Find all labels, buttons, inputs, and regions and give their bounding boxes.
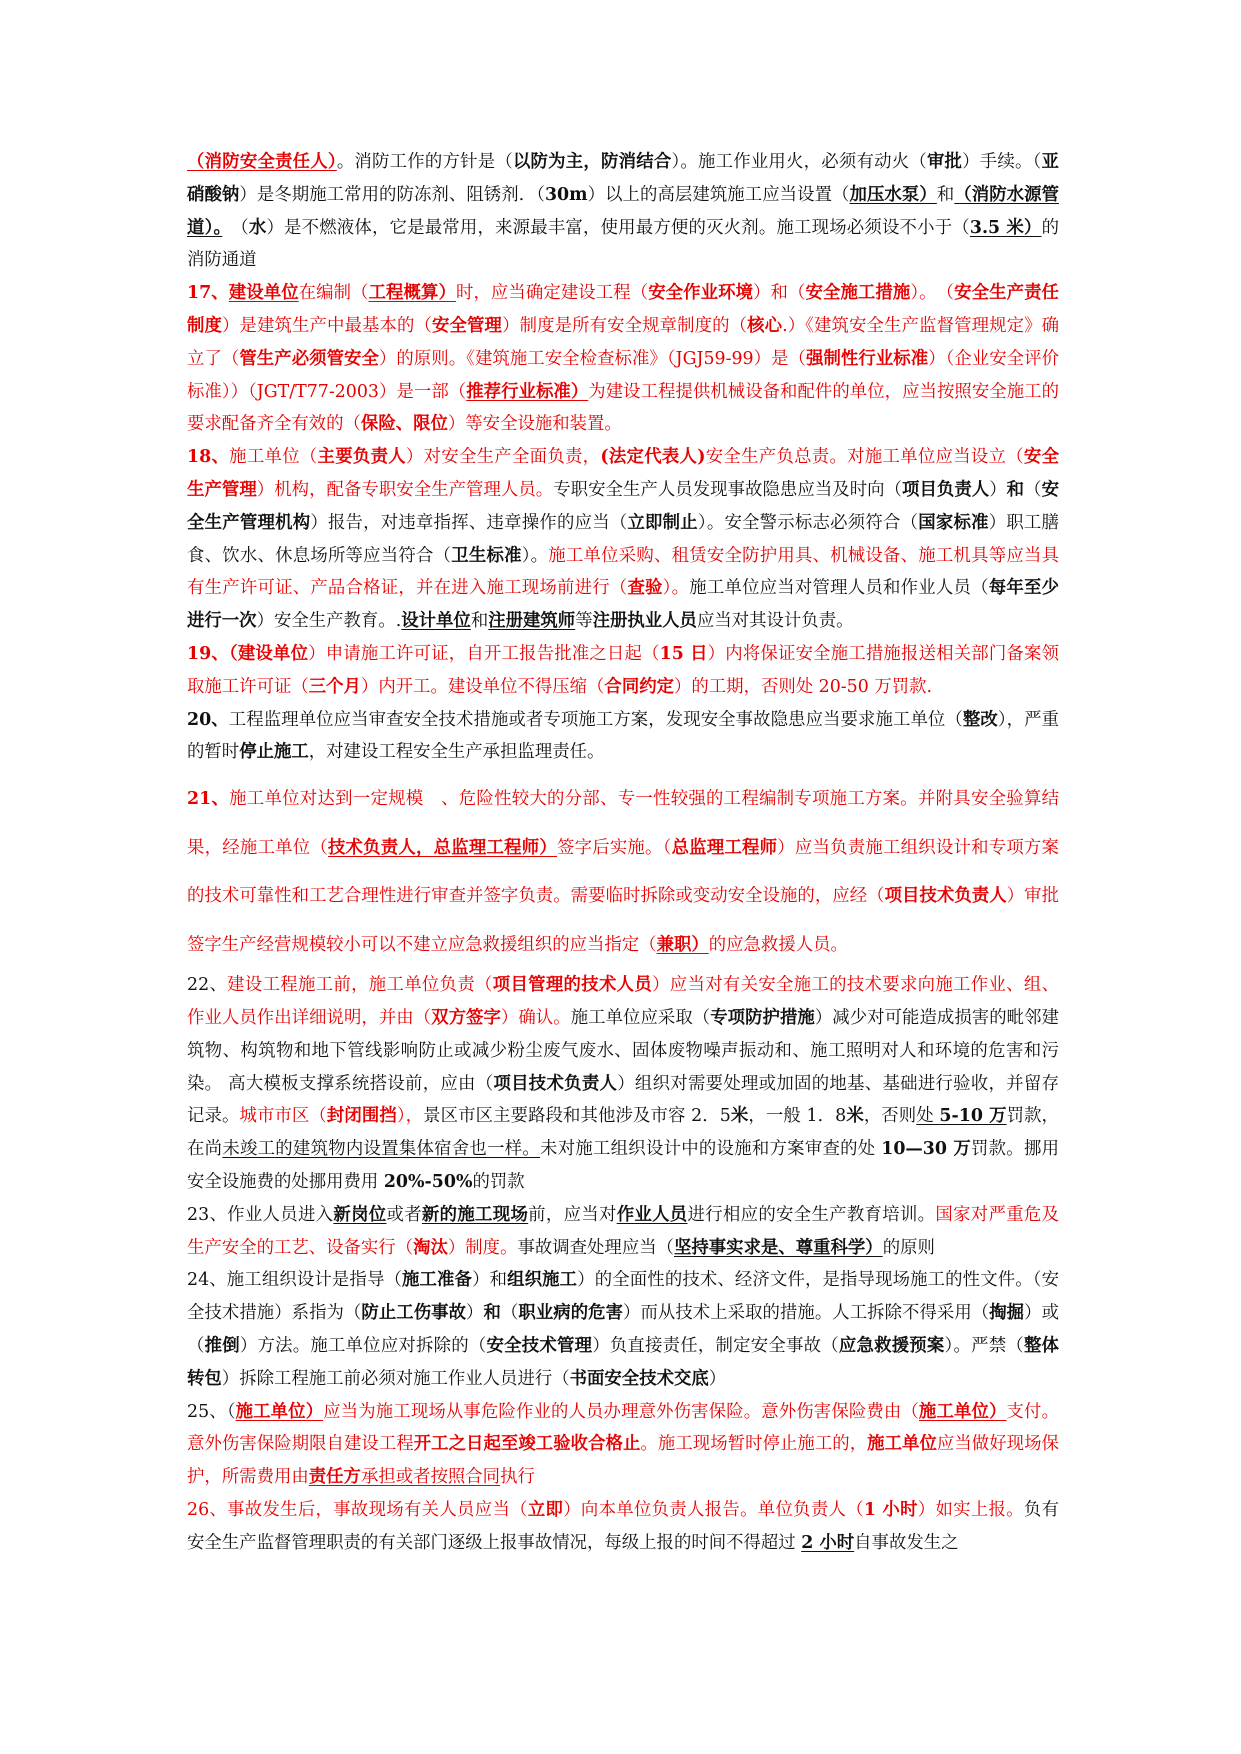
text-segment: 安全生产责任制度: [187, 283, 1059, 336]
text-segment: ，一般 1．8: [748, 1106, 847, 1127]
text-segment: 26、事故发生后，事故现场有关人员应当（: [187, 1499, 528, 1520]
paragraph-19: [187, 638, 1059, 704]
text-segment: 建设工程施工前，施工单位负责（: [227, 975, 493, 996]
text-segment: ）制度是所有安全规章制度的（: [502, 315, 748, 336]
text-segment: 24、施工组织设计是指导（: [187, 1270, 402, 1291]
text-segment: ，否则: [863, 1106, 917, 1127]
text-segment: ）: [989, 479, 1007, 500]
text-segment: 安全生产管理: [187, 447, 1059, 500]
text-segment: 20、: [187, 709, 229, 730]
text-segment: 15 日: [659, 643, 708, 664]
text-segment: 项目技术负责人: [884, 886, 1007, 907]
text-segment: ）负直接责任，制定安全事故（: [592, 1335, 839, 1356]
text-segment: ）安全生产教育。.: [256, 611, 402, 632]
paragraph-24: [187, 1264, 1059, 1395]
text-segment: 米: [730, 1106, 749, 1127]
text-segment: ）。严禁（: [944, 1335, 1024, 1356]
paragraph-18: [187, 441, 1059, 638]
text-segment: 淘汰: [413, 1237, 448, 1258]
text-segment: 专项防护措施: [710, 1007, 815, 1028]
text-segment: 。施工现场暂时停止施工的，: [640, 1434, 868, 1455]
text-segment: 掏掘: [989, 1303, 1025, 1324]
text-segment: 项目负责人: [902, 479, 990, 500]
text-segment: 未竣工的建筑物内设置集体宿舍也一样。: [222, 1139, 541, 1160]
text-segment: ）而从技术上采取的措施。人工拆除不得采用（: [623, 1303, 990, 1324]
text-segment: ）。施工作业用火，必须有动火（: [671, 152, 927, 172]
text-segment: 管生产必须管安全: [239, 348, 379, 369]
text-segment: 推荐行业标准）: [466, 381, 589, 402]
text-segment: 合同约定: [604, 676, 674, 697]
text-segment: ）方法。施工单位应对拆除的（: [239, 1335, 487, 1356]
text-segment: 和: [483, 1303, 501, 1324]
text-segment: ）拆除工程施工前必须对施工作业人员进行（: [221, 1368, 570, 1389]
text-segment: 进行相应的安全生产教育培训。: [687, 1204, 936, 1225]
text-segment: 水: [248, 217, 267, 238]
text-segment: 前，应当对: [528, 1204, 617, 1225]
text-segment: 卫生标准: [451, 545, 522, 566]
text-segment: 或者: [386, 1204, 422, 1225]
text-segment: 技术负责人，总监理工程师）: [327, 837, 557, 858]
text-segment: 项目管理的技术人员: [492, 975, 653, 996]
text-segment: 建设单位: [237, 643, 309, 664]
text-segment: 。消防工作的方针是（: [336, 152, 513, 172]
text-segment: 施工单位）: [918, 1401, 1007, 1422]
text-segment: 和: [470, 611, 489, 632]
text-segment: ）确认。: [500, 1007, 571, 1028]
text-segment: 职业病的危害: [518, 1303, 624, 1324]
text-segment: （消防水源管道）。: [187, 184, 1059, 238]
text-segment: ）（企业安全评价标准））（JGT/T77-2003）是一部（: [187, 348, 1059, 402]
text-segment: ）向本单位负责人报告。单位负责人（: [563, 1499, 864, 1520]
text-segment: ）内开工。建设单位不得压缩（: [360, 676, 605, 697]
text-segment: 签字后实施。（: [556, 837, 672, 858]
text-segment: 和: [1006, 479, 1025, 500]
text-segment: 国家对严重危及生产安全的工艺、设备实行（: [187, 1204, 1059, 1258]
text-segment: 应当做好现场保护，所需费用由: [187, 1434, 1059, 1488]
text-segment: 停止施工: [239, 742, 309, 763]
text-segment: ）报告，对违章指挥、违章操作的应当（: [310, 512, 628, 533]
paragraph-25: [187, 1396, 1059, 1494]
paragraph-26: [187, 1494, 1059, 1560]
paragraph-20: [187, 704, 1059, 770]
text-segment: 为建设工程提供机械设备和配件的单位，应当按照安全施工的要求配备齐全有效的（: [187, 381, 1059, 435]
text-segment: ，对建设工程安全生产承担监理责任。: [308, 742, 605, 763]
text-segment: （: [222, 217, 249, 238]
text-segment: 执行: [500, 1467, 535, 1488]
text-segment: 施工单位采购、租赁安全防护用具、机械设备、施工机具等应当具有生产许可证、产品合格证，并在进入施工现场前进行（: [187, 545, 1059, 599]
text-segment: 保险、限位: [360, 414, 448, 435]
text-segment: ），: [396, 1106, 424, 1127]
text-segment: 推倒: [204, 1335, 240, 1356]
text-segment: 强制性行业标准: [806, 348, 929, 369]
text-segment: 工程监理单位应当审查安全技术措施或者专项施工方案，发现安全事故隐患应当要求施工单位（: [228, 709, 963, 730]
text-segment: ）审批签字生产经营规模较小可以不建立应急救援组织的应当指定（: [187, 886, 1059, 955]
text-segment: ）的工期，否则处 20-50 万罚款.: [674, 676, 933, 697]
text-segment: 安全生产管理机构: [187, 479, 1059, 533]
text-segment: 封闭围挡: [326, 1106, 397, 1127]
text-segment: 施工单位对达到一定规模 、危险性较大的分部、专一性较强的工程编制专项施工方案。并附具安全验算结果，经施工单位（: [187, 789, 1059, 858]
text-segment: ）应当负责施工组织设计和专项方案的技术可靠性和工艺合理性进行审查并签字负责。需要临时拆除或变动安全设施的，应经（: [187, 837, 1059, 907]
text-segment: 整改: [962, 709, 998, 730]
text-segment: 加压水泵）: [849, 184, 937, 205]
text-segment: 每年至少进行一次: [187, 578, 1059, 632]
text-segment: 应当对其设计负责。: [696, 611, 854, 632]
text-segment: 开工之日起至竣工验收合格止: [413, 1434, 641, 1455]
text-segment: ）制度。: [447, 1237, 518, 1258]
text-segment: 25、（: [187, 1401, 236, 1422]
text-segment: 自事故发生之: [854, 1532, 959, 1553]
text-segment: ）或（: [187, 1303, 1059, 1356]
text-segment: 建设单位: [228, 283, 299, 304]
text-segment: ）。 （: [910, 283, 955, 304]
text-segment: 查验: [627, 578, 663, 599]
text-segment: ）机构，配备专职安全生产管理人员。: [256, 479, 554, 500]
text-segment: ）是不燃液体，它是最常用，来源最丰富，使用最方便的灭火剂。施工现场必须设不小于（: [266, 217, 970, 238]
text-segment: 处: [916, 1106, 940, 1127]
text-segment: 1 小时: [863, 1499, 918, 1520]
text-segment: 20%-50%: [383, 1171, 473, 1192]
text-segment: 施工单位（: [229, 447, 318, 468]
text-segment: ），严重的暂时: [187, 709, 1059, 763]
text-segment: 以防为主，防消结合: [512, 152, 672, 172]
text-segment: 2 小时: [801, 1532, 855, 1553]
text-segment: 负有安全生产监督管理职责的有关部门逐级上报事故情况，每级上报的时间不得超过: [187, 1499, 1059, 1553]
text-segment: 22、: [187, 975, 228, 996]
text-segment: 23、作业人员进入: [187, 1204, 334, 1225]
text-segment: 专职安全生产人员发现事故隐患应当及时向（: [553, 479, 903, 500]
text-segment: 的原则: [882, 1237, 935, 1258]
text-segment: 3.5 米）: [969, 217, 1042, 238]
text-segment: 安全施工措施: [805, 283, 911, 304]
text-segment: ）是冬期施工常用的防冻剂、阻锈剂．（: [239, 184, 545, 205]
text-segment: 19、（: [187, 643, 238, 664]
text-segment: ）手续。（: [962, 152, 1042, 172]
text-segment: ）以上的高层建筑施工应当设置（: [587, 184, 850, 205]
text-segment: 承担或者按照合同: [360, 1467, 501, 1488]
text-segment: 18、: [187, 447, 230, 468]
text-segment: ）的全面性的技术、经济文件，是指导现场施工的性文件。（安全技术措施）系指为（: [187, 1270, 1059, 1324]
text-segment: 21、: [187, 789, 230, 810]
paragraph-17: [187, 277, 1059, 441]
text-segment: 应急救援预案: [838, 1335, 945, 1356]
text-segment: 设计单位: [401, 611, 471, 632]
text-segment: 罚款，在尚: [187, 1106, 1059, 1160]
text-segment: ）内将保证安全施工措施报送相关部门备案领取施工许可证（: [187, 643, 1059, 697]
text-segment: 施工单位）: [235, 1401, 324, 1422]
text-segment: ）组织对需要处理或加固的地基、基础进行验收，并留存记录。: [187, 1073, 1059, 1127]
text-segment: 注册建筑师: [488, 611, 576, 632]
text-segment: ）: [708, 1368, 727, 1389]
text-segment: 施工准备: [401, 1270, 473, 1291]
text-segment: 罚款。挪用安全设施费的处挪用费用: [187, 1139, 1059, 1192]
text-segment: 和: [936, 184, 955, 205]
text-segment: 注册执业人员: [592, 611, 697, 632]
text-segment: 米: [846, 1106, 864, 1127]
text-segment: 新的施工现场: [421, 1204, 529, 1225]
text-segment: （消防安全责任人）: [187, 152, 337, 172]
text-segment: 应当为施工现场从事危险作业的人员办理意外伤害保险。意外伤害保险费由（: [323, 1401, 919, 1422]
text-segment: ）是建筑生产中最基本的（: [222, 315, 433, 336]
text-segment: 的消防通道: [187, 217, 1059, 271]
text-segment: 时，应当确定建设工程（: [455, 283, 649, 304]
text-segment: 施工单位应当对管理人员和作业人员（: [689, 578, 989, 599]
text-segment: 支付。意外伤害保险期限自建设工程: [187, 1401, 1059, 1455]
text-segment: 的罚款: [472, 1171, 525, 1192]
text-segment: 立即制止: [627, 512, 698, 533]
text-segment: 等: [575, 611, 593, 632]
document-page: [187, 146, 1059, 1559]
text-segment: ）和: [472, 1270, 508, 1291]
text-segment: 组织施工: [507, 1270, 578, 1291]
text-segment: 安全作业环境: [648, 283, 754, 304]
text-segment: 未对施工组织设计中的设施和方案审查的处: [540, 1139, 882, 1160]
text-segment: ）和（: [753, 283, 806, 304]
text-segment: ）。: [662, 578, 690, 599]
text-segment: 主要负责人: [317, 447, 406, 468]
text-segment: 核心: [747, 315, 783, 336]
text-segment: 施工单位应采取（: [570, 1007, 711, 1028]
text-segment: 的应急救援人员。: [708, 934, 848, 955]
text-segment: 兼职）: [656, 934, 709, 955]
paragraph-23: [187, 1199, 1059, 1265]
text-segment: 责任方: [308, 1467, 361, 1488]
text-segment: 安全技术管理: [486, 1335, 593, 1356]
text-segment: 10—30 万: [881, 1139, 971, 1160]
text-segment: 工程概算）: [368, 283, 456, 304]
text-segment: ）。: [521, 545, 549, 566]
text-segment: 30m: [544, 184, 588, 205]
text-segment: ）应当对有关安全施工的技术要求向施工作业、组、作业人员作出详细说明，并由（: [187, 975, 1059, 1028]
text-segment: ）减少对可能造成损害的毗邻建筑物、构筑物和地下管线影响防止或减少粉尘废气废水、固体废物噪声振动和、施工照明对人和环境的危害和污染。 高大模板支撑系统搭设前，应由（: [187, 1007, 1059, 1094]
paragraph-16: [187, 146, 1059, 277]
text-segment: 在编制（: [298, 283, 369, 304]
text-segment: ）。安全警示标志必须符合（: [697, 512, 919, 533]
text-segment: 5-10 万: [939, 1106, 1007, 1127]
text-segment: 施工单位: [867, 1434, 937, 1455]
text-segment: ）如实上报。: [917, 1499, 1024, 1520]
text-segment: 总监理工程师: [671, 837, 778, 858]
text-segment: ）等安全设施和装置。: [447, 414, 622, 435]
text-segment: 新岗位: [333, 1204, 387, 1225]
text-segment: 安全管理: [432, 315, 503, 336]
text-segment: ）对安全生产全面负责，: [405, 447, 601, 468]
text-segment: （: [500, 1303, 519, 1324]
text-segment: .）《建筑安全生产监督管理规定》确立了（: [187, 315, 1059, 369]
text-segment: 安全生产负总责。对施工单位应当设立（: [705, 447, 1024, 468]
text-segment: 亚硝酸钠: [187, 152, 1059, 205]
text-segment: (法定代表人): [600, 447, 706, 468]
text-segment: 整体转包: [187, 1335, 1059, 1389]
text-segment: 景区市区主要路段和其他涉及市容 2．5: [423, 1106, 731, 1127]
paragraph-21: [187, 775, 1059, 969]
paragraph-22: [187, 969, 1059, 1199]
text-segment: 书面安全技术交底: [569, 1368, 709, 1389]
text-segment: ）职工膳食、饮水、休息场所等应当符合（: [187, 512, 1059, 566]
text-segment: 防止工伤事故: [361, 1303, 467, 1324]
text-segment: （: [1024, 479, 1042, 500]
text-segment: 立即: [527, 1499, 564, 1520]
text-segment: 审批: [926, 152, 963, 172]
text-segment: ）的原则。《建筑施工安全检查标准》（JGJ59-99）是（: [378, 348, 806, 369]
text-segment: 事故调查处理应当（: [517, 1237, 674, 1258]
text-segment: 作业人员: [616, 1204, 688, 1225]
text-segment: 城市市区（: [239, 1106, 327, 1127]
text-segment: ）: [466, 1303, 484, 1324]
text-segment: 坚持事实求是、尊重科学）: [674, 1237, 883, 1258]
text-segment: 17、: [187, 283, 229, 304]
text-segment: 国家标准: [918, 512, 989, 533]
text-segment: 项目技术负责人: [493, 1073, 618, 1094]
text-segment: 双方签字: [431, 1007, 501, 1028]
text-segment: ）申请施工许可证，自开工报告批准之日起（: [308, 643, 660, 664]
text-segment: 三个月: [308, 676, 361, 697]
